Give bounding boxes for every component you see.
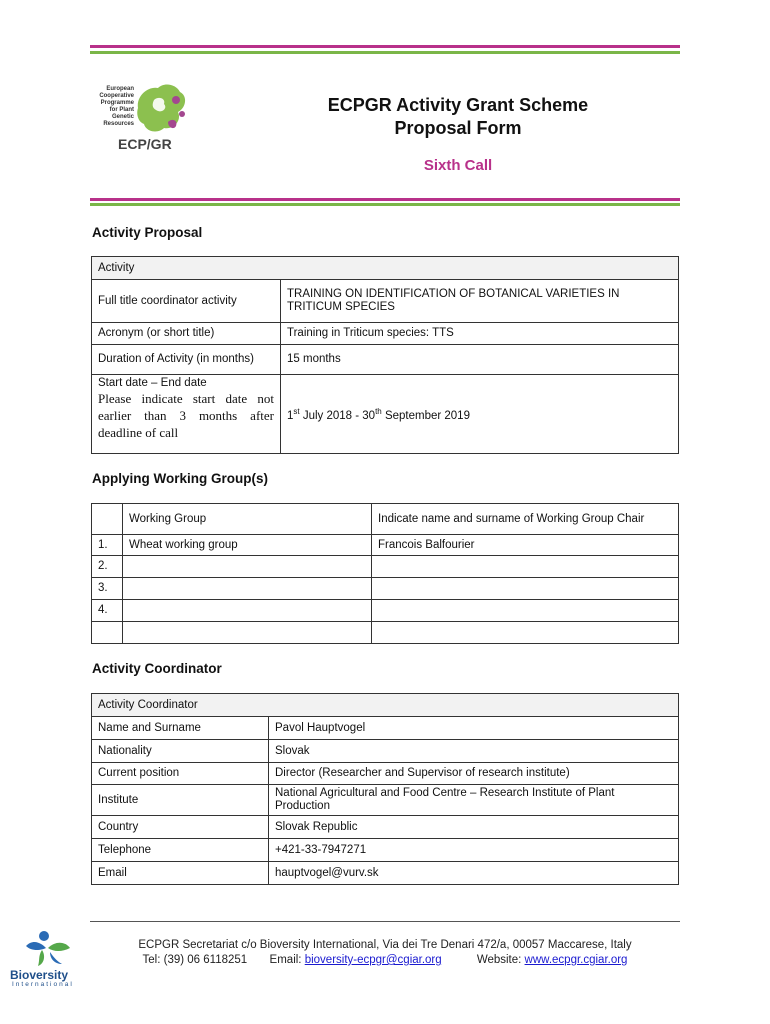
row-chair: [372, 578, 679, 600]
table-row: [92, 556, 679, 578]
coordinator-heading: Activity Coordinator: [92, 661, 222, 676]
row-label: Acronym (or short title): [92, 323, 281, 345]
row-label: Duration of Activity (in months): [92, 345, 281, 375]
row-label: Institute: [92, 785, 269, 816]
row-value: Slovak Republic: [269, 816, 679, 839]
footer-address: ECPGR Secretariat c/o Bioversity International, Via dei Tre Denari 472/a, 00057 Maccarese, Italy: [138, 939, 632, 951]
table-row: [92, 862, 679, 885]
table-row: [92, 578, 679, 600]
footer: [100, 938, 670, 968]
row-value: Director (Researcher and Supervisor of research institute): [269, 763, 679, 785]
table-header-row: [92, 694, 679, 717]
row-label: Telephone: [92, 839, 269, 862]
activity-table-header: Activity: [92, 257, 679, 280]
top-rule-green: [90, 51, 680, 54]
row-group: Wheat working group: [123, 535, 372, 556]
table-row: [92, 763, 679, 785]
row-label: Full title coordinator activity: [92, 280, 281, 323]
footer-email-label: Email:: [269, 954, 302, 966]
bioversity-logo: [8, 928, 84, 988]
row-num: 2.: [92, 556, 123, 578]
footer-email-link[interactable]: bioversity-ecpgr@cgiar.org: [304, 954, 442, 966]
working-groups-table: [91, 503, 679, 644]
footer-tel: Tel: (39) 06 6118251: [142, 954, 248, 966]
row-value: National Agricultural and Food Centre – Research Institute of Plant Production: [269, 785, 679, 816]
row-label: Country: [92, 816, 269, 839]
row-group: [123, 578, 372, 600]
row-num: 4.: [92, 600, 123, 622]
row-value: Training in Triticum species: TTS: [281, 323, 679, 345]
footer-website-label: Website:: [476, 954, 522, 966]
footer-contacts: [100, 953, 670, 968]
coordinator-table-header: Activity Coordinator: [92, 694, 679, 717]
logo-acronym: ECP/GR: [118, 136, 172, 152]
row-label: Email: [92, 862, 269, 885]
page-subtitle: Sixth Call: [423, 157, 493, 174]
row-label: [92, 375, 281, 454]
bioversity-figure-icon: [16, 928, 76, 968]
activity-proposal-table: [91, 256, 679, 454]
ecpgr-logo: [90, 78, 190, 154]
group-col-header: Working Group: [123, 504, 372, 535]
bioversity-sub: International: [12, 981, 74, 988]
table-row: [92, 785, 679, 816]
row-chair: [372, 622, 679, 644]
header-rule-magenta: [90, 198, 680, 201]
row-value: 15 months: [281, 345, 679, 375]
page-title: ECPGR Activity Grant Scheme Proposal Form: [327, 95, 589, 138]
header-rule-green: [90, 203, 680, 206]
row-label: Nationality: [92, 740, 269, 763]
row-value: TRAINING ON IDENTIFICATION OF BOTANICAL VARIETIES IN TRITICUM SPECIES: [281, 280, 679, 323]
row-label: Current position: [92, 763, 269, 785]
table-row: [92, 717, 679, 740]
row-chair: [372, 600, 679, 622]
table-row: [92, 839, 679, 862]
row-num: 3.: [92, 578, 123, 600]
row-group: [123, 556, 372, 578]
row-label: Name and Surname: [92, 717, 269, 740]
table-row: [92, 280, 679, 323]
row-group: [123, 622, 372, 644]
table-row: [92, 345, 679, 375]
table-row: [92, 375, 679, 454]
row-value: Pavol Hauptvogel: [269, 717, 679, 740]
table-row: [92, 816, 679, 839]
coordinator-table: [91, 693, 679, 885]
row-num: 1.: [92, 535, 123, 556]
row-value: +421-33-7947271: [269, 839, 679, 862]
top-rule-magenta: [90, 45, 680, 48]
row-num: [92, 622, 123, 644]
europe-map-icon: [128, 78, 190, 136]
row-chair: [372, 556, 679, 578]
row-group: [123, 600, 372, 622]
start-date-note: Please indicate start date not earlier than 3 months after deadline of call: [98, 391, 274, 440]
table-row: [92, 622, 679, 644]
row-chair: Francois Balfourier: [372, 535, 679, 556]
table-row: [92, 535, 679, 556]
table-header-row: [92, 257, 679, 280]
table-row: [92, 600, 679, 622]
logo-text: European Cooperative Programme for Plant Genetic Resources: [99, 86, 134, 127]
bioversity-name: Bioversity: [10, 968, 69, 982]
working-groups-heading: Applying Working Group(s): [92, 471, 268, 486]
row-value: 1st July 2018 - 30th September 2019: [281, 375, 679, 454]
footer-website-link[interactable]: www.ecpgr.cgiar.org: [524, 954, 628, 966]
footer-rule: [90, 921, 680, 922]
activity-proposal-heading: Activity Proposal: [92, 225, 203, 240]
table-row: [92, 323, 679, 345]
row-value: Slovak: [269, 740, 679, 763]
table-header-row: [92, 504, 679, 535]
table-row: [92, 740, 679, 763]
chair-col-header: Indicate name and surname of Working Group Chair: [372, 504, 679, 535]
row-value: hauptvogel@vurv.sk: [269, 862, 679, 885]
num-col-header: [92, 504, 123, 535]
start-date-label: Start date – End date: [98, 377, 207, 389]
